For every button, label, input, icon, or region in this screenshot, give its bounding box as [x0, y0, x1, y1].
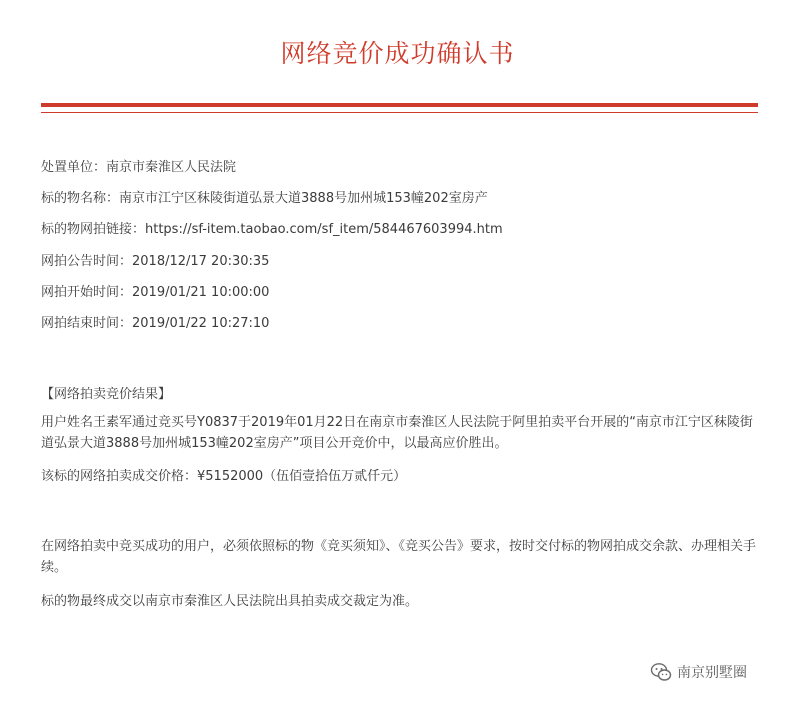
- result-paragraph: 用户姓名王素军通过竞买号Y0837于2019年01月22日在南京市秦淮区人民法院于阿里拍卖平台开展的“南京市江宁区秣陵街道弘景大道3888号加州城153幢202室房产”项目公开竞价中，以最高应价胜出。: [41, 415, 753, 451]
- watermark-text: 南京别墅圈: [677, 665, 747, 681]
- title-divider-thick: [41, 103, 758, 107]
- announce-time: 网拍公告时间：2018/12/17 20:30:35: [41, 254, 270, 269]
- document-title: 网络竞价成功确认书: [280, 39, 515, 68]
- result-heading: 【网络拍卖竞价结果】: [41, 387, 172, 402]
- notice-paragraph-1: 在网络拍卖中竞买成功的用户，必须依照标的物《竞买须知》、《竞买公告》要求，按时交付标的物网拍成交余款、办理相关手续。: [41, 539, 757, 575]
- notice-paragraph-2: 标的物最终成交以南京市秦淮区人民法院出具拍卖成交裁定为准。: [41, 594, 419, 609]
- end-time: 网拍结束时间：2019/01/22 10:27:10: [41, 316, 270, 331]
- object-link: 标的物网拍链接：https://sf-item.taobao.com/sf_item/584467603994.htm: [41, 222, 503, 237]
- watermark: [650, 660, 747, 684]
- wechat-icon: [650, 661, 672, 683]
- object-name: 标的物名称：南京市江宁区秣陵街道弘景大道3888号加州城153幢202室房产: [41, 191, 488, 206]
- start-time: 网拍开始时间：2019/01/21 10:00:00: [41, 285, 270, 300]
- title-divider-thin: [41, 112, 758, 113]
- result-price: 该标的网络拍卖成交价格：¥5152000（伍佰壹拾伍万贰仟元）: [41, 469, 407, 484]
- disposal-unit: 处置单位：南京市秦淮区人民法院: [41, 160, 237, 175]
